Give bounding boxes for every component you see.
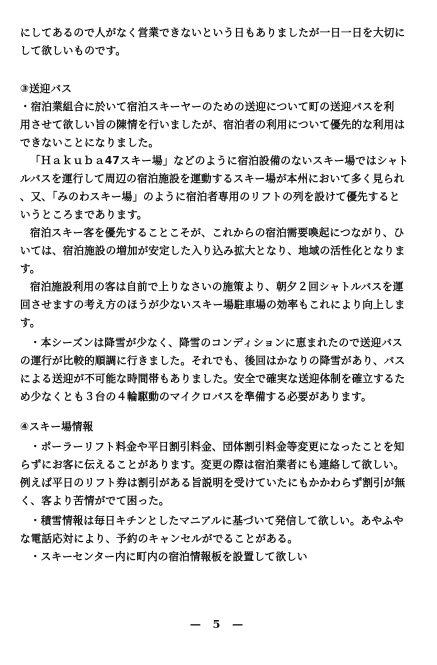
paragraph-line: 宿泊スキー客を優先することこそが、これからの宿泊需要喚起につながり、ひ	[30, 227, 405, 239]
paragraph-line: ・本シーズンは降雪が少なく、降雪のコンディションに恵まれたので送迎バス	[30, 337, 403, 349]
paragraph-line: ・積雪情報は毎日キチンとしたマニアルに基づいて発信して欲しい。あやふや	[30, 515, 404, 527]
paragraph-line: 宿泊施設利用の客は自前で上りなさいの施策より、朝夕２回シャトルバスを運	[30, 281, 404, 293]
paragraph-line: いうところまであります。	[20, 209, 148, 221]
paragraph-line: く、客より苦情がでて困った。	[20, 495, 170, 507]
intro-line: して欲しいものです。	[20, 45, 127, 57]
paragraph-line: らずにお客に伝えることがあります。変更の際は宿泊業者にも連絡して欲しい。	[20, 459, 405, 471]
section-heading-shuttle-bus: ③送迎バス	[20, 83, 72, 95]
paragraph-line: す。	[20, 263, 41, 275]
paragraph-line: ・宿泊業組合に於いて宿泊スキーヤーのための送迎について町の送迎バスを利	[20, 101, 395, 113]
paragraph-line: 例えば平日のリフト券は割引がある旨説明を受けていたにもかかわらず割引が無	[20, 477, 406, 489]
paragraph-line: いては、宿泊施設の増加が安定した入り込み拡大となり、地域の活性化となりま	[20, 245, 406, 257]
paragraph-line: できないことになりました。	[20, 137, 160, 149]
page-number: — 5 —	[189, 618, 248, 631]
section-heading-ski-info: ④スキー場情報	[20, 421, 94, 433]
paragraph-line: ・ポーラーリフト料金や平日割引料金、団体割引料金等変更になったことを知	[30, 441, 405, 453]
paragraph-line: の運行が比較的順調に行きました。それでも、後回はかなりの降雪があり、バス	[20, 355, 406, 367]
paragraph-line: な電話応対により、予約のキャンセルがでることがある。	[20, 533, 299, 545]
paragraph-line: による送迎が不可能な時間帯もありました。安全で確実な送迎体制を確立するた	[20, 373, 406, 385]
intro-line: にしてあるので人がなく営業できないという日もありましたが一日一日を大切に	[20, 27, 406, 39]
paragraph-line: 「Ｈａｋｕｂａ47スキー場」などのように宿泊設備のないスキー場ではシャト	[30, 155, 409, 167]
paragraph-line: め少なくとも３台の４輪駆動のマイクロバスを準備する必要があります。	[20, 391, 372, 403]
paragraph-line: 回させますの考え方のほうが少ないスキー場駐車場の効率もこれにより向上しま	[20, 299, 406, 311]
paragraph-line: ルバスを運行して周辺の宿泊施設を運動するスキー場が本州において多く見られ	[20, 173, 405, 185]
paragraph-line: 用させて欲しい旨の陳情を行いましたが、宿泊者の利用について優先的な利用は	[20, 119, 405, 131]
paragraph-line: ・スキーセンター内に町内の宿泊情報板を設置して欲しい	[30, 551, 308, 563]
paragraph-line: 、又、「みのわスキー場」のように宿泊者専用のリフトの列を設けて優先すると	[20, 191, 400, 203]
paragraph-line: す。	[20, 317, 41, 329]
